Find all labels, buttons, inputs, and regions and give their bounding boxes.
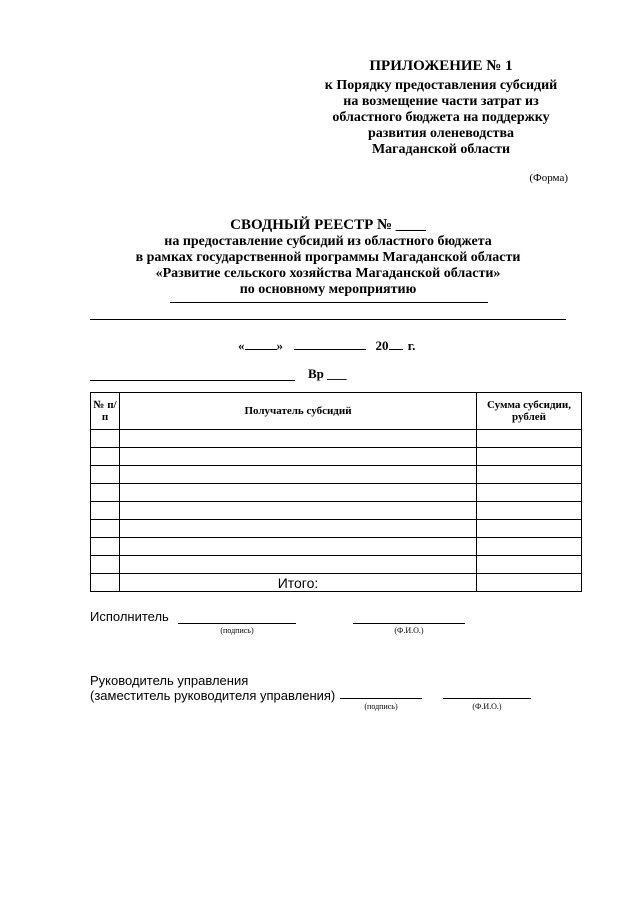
- table-row: [91, 556, 582, 574]
- register-heading: [90, 217, 566, 298]
- year-prefix: 20: [375, 338, 389, 353]
- table-row: [91, 466, 582, 484]
- table-row: [91, 538, 582, 556]
- table-header-row: [91, 393, 582, 430]
- register-line: в рамках государственной программы Магаданской области: [135, 250, 521, 265]
- register-title: СВОДНЫЙ РЕЕСТР № ____: [230, 217, 426, 233]
- date-open-quote: «: [238, 338, 245, 353]
- cell-sum[interactable]: [477, 484, 582, 502]
- day-field[interactable]: [245, 337, 277, 350]
- cell-recipient[interactable]: [120, 520, 477, 538]
- annex-description: [310, 78, 572, 158]
- form-label: (Форма): [529, 172, 568, 184]
- executor-name-line[interactable]: [353, 623, 465, 624]
- cell-recipient[interactable]: [120, 448, 477, 466]
- total-label: Итого:: [120, 574, 477, 592]
- vr-label: Вр ___: [308, 366, 347, 381]
- year-suffix: г.: [407, 338, 416, 353]
- head-label-line1: Руководитель управления: [90, 673, 249, 688]
- table-row: [91, 484, 582, 502]
- executor-signature-line[interactable]: [178, 623, 296, 624]
- department-fill-line[interactable]: [90, 380, 295, 381]
- activity-fill-line-2[interactable]: [90, 319, 566, 320]
- annex-line: на возмещение части затрат из: [343, 94, 539, 109]
- head-name-line[interactable]: [443, 698, 531, 699]
- register-table: [90, 392, 582, 592]
- cell-recipient[interactable]: [120, 556, 477, 574]
- year-field[interactable]: [389, 337, 403, 350]
- register-line: на предоставление субсидий из областного бюджета: [164, 234, 492, 249]
- cell-num[interactable]: [91, 520, 120, 538]
- cell-num[interactable]: [91, 502, 120, 520]
- executor-name-caption: (Ф.И.О.): [394, 626, 424, 635]
- annex-title: ПРИЛОЖЕНИЕ № 1: [369, 58, 513, 74]
- head-signature-caption: (подпись): [364, 702, 398, 711]
- head-label-line2: (заместитель руководителя управления): [90, 688, 336, 703]
- annex-line: Магаданской области: [371, 142, 511, 157]
- header-num: № п/п: [91, 393, 120, 430]
- head-signature-line[interactable]: [340, 698, 422, 699]
- cell-recipient[interactable]: [120, 502, 477, 520]
- annex-line: к Порядку предоставления субсидий: [324, 78, 558, 93]
- cell-num[interactable]: [91, 556, 120, 574]
- cell-sum[interactable]: [477, 466, 582, 484]
- month-field[interactable]: [294, 337, 366, 350]
- header-sum: Сумма субсидии, рублей: [477, 393, 582, 430]
- table-row: [91, 520, 582, 538]
- cell-num[interactable]: [91, 484, 120, 502]
- total-num-cell: [91, 574, 120, 592]
- cell-sum[interactable]: [477, 430, 582, 448]
- executor-signature-caption: (подпись): [220, 626, 254, 635]
- register-line: «Развитие сельского хозяйства Магаданской области»: [155, 266, 501, 281]
- cell-num[interactable]: [91, 466, 120, 484]
- cell-num[interactable]: [91, 448, 120, 466]
- cell-num[interactable]: [91, 430, 120, 448]
- register-line: по основному мероприятию: [239, 282, 417, 297]
- cell-sum[interactable]: [477, 448, 582, 466]
- total-sum-cell[interactable]: [477, 574, 582, 592]
- table-row: [91, 448, 582, 466]
- head-name-caption: (Ф.И.О.): [472, 702, 502, 711]
- cell-recipient[interactable]: [120, 538, 477, 556]
- table-row: [91, 502, 582, 520]
- cell-sum[interactable]: [477, 520, 582, 538]
- cell-recipient[interactable]: [120, 466, 477, 484]
- annex-line: развития оленеводства: [367, 126, 514, 141]
- date-row: [238, 337, 415, 354]
- cell-sum[interactable]: [477, 556, 582, 574]
- cell-recipient[interactable]: [120, 430, 477, 448]
- activity-fill-line[interactable]: [170, 302, 488, 303]
- executor-label: Исполнитель: [90, 609, 169, 624]
- header-recipient: Получатель субсидий: [120, 393, 477, 430]
- annex-line: областного бюджета на поддержку: [332, 110, 550, 125]
- cell-sum[interactable]: [477, 502, 582, 520]
- cell-num[interactable]: [91, 538, 120, 556]
- date-close-quote: »: [276, 338, 283, 353]
- table-row: [91, 430, 582, 448]
- cell-sum[interactable]: [477, 538, 582, 556]
- cell-recipient[interactable]: [120, 484, 477, 502]
- table-total-row: [91, 574, 582, 592]
